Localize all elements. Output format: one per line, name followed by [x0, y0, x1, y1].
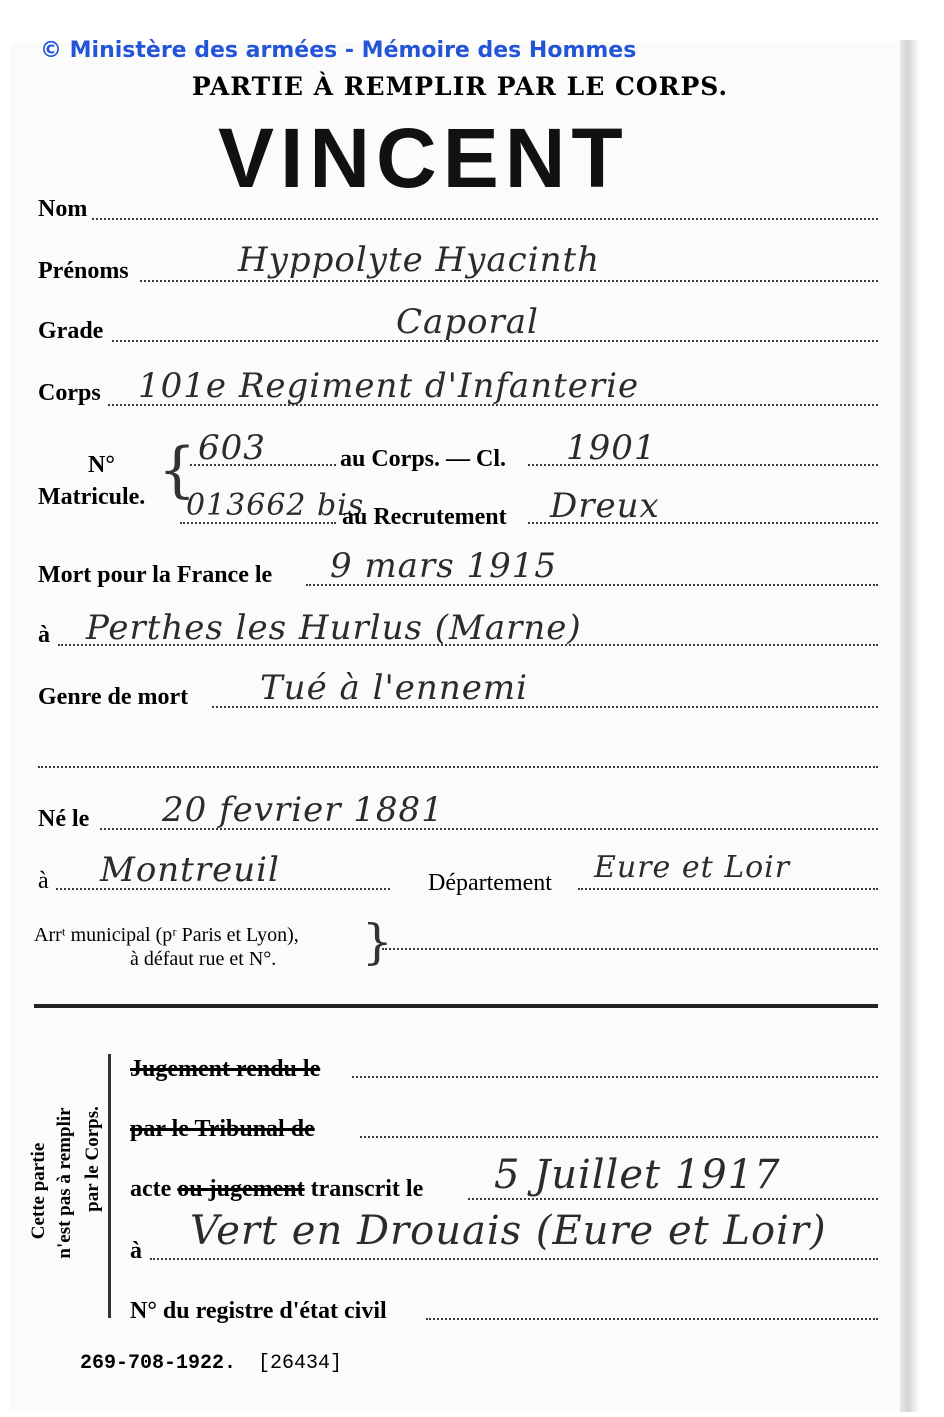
mort-label: Mort pour la France le	[38, 562, 273, 588]
acte-value: 5 Juillet 1917	[494, 1152, 781, 1198]
prenoms-value: Hyppolyte Hyacinth	[238, 240, 601, 280]
departement-label: Département	[428, 870, 552, 896]
grade-value: Caporal	[396, 302, 539, 342]
nom-line	[92, 218, 878, 220]
corps-value: 101e Regiment d'Infanterie	[138, 366, 640, 406]
mort-lieu-label: à	[38, 622, 50, 648]
page-edge	[900, 40, 920, 1412]
side-note-line-2: n'est pas à remplir	[54, 1107, 75, 1259]
ne-lieu-value: Montreuil	[100, 850, 280, 890]
section-separator	[34, 1004, 878, 1008]
form-header: PARTIE À REMPLIR PAR LE CORPS.	[191, 72, 729, 101]
acte-line	[468, 1198, 878, 1200]
genre-mort-label: Genre de mort	[38, 684, 189, 710]
genre-mort-value: Tué à l'ennemi	[260, 668, 528, 708]
side-note-line-1: Cette partie	[28, 1142, 49, 1240]
transcription-lieu-label: à	[130, 1238, 142, 1264]
recrutement-number-line	[180, 522, 336, 524]
transcription-lieu-value: Vert en Drouais (Eure et Loir)	[190, 1208, 827, 1254]
corps-label: Corps	[38, 380, 101, 406]
ne-le-label: Né le	[38, 806, 90, 832]
corps-number-value: 603	[198, 428, 266, 468]
jugement-label: Jugement rendu le	[130, 1056, 321, 1082]
recrutement-label: au Recrutement	[342, 504, 507, 530]
footer-code: 269-708-1922.	[80, 1352, 237, 1375]
classe-value: 1901	[566, 428, 657, 468]
arrondissement-line	[382, 948, 878, 950]
side-note-bracket	[108, 1054, 111, 1318]
acte-label	[130, 1176, 423, 1203]
footer-reference: [26434]	[258, 1352, 343, 1375]
acte-prefix: acte	[130, 1176, 172, 1202]
tribunal-line	[360, 1136, 878, 1138]
departement-line	[578, 888, 878, 890]
matricule-label: Matricule.	[38, 484, 146, 510]
tribunal-label: par le Tribunal de	[130, 1116, 315, 1142]
numero-label: N°	[88, 452, 115, 478]
corps-number-label: au Corps. — Cl.	[340, 446, 507, 472]
recrutement-place-value: Dreux	[550, 486, 660, 526]
nom-value: VINCENT	[218, 111, 629, 205]
genre-mort-extra-line	[38, 766, 878, 768]
recrutement-number-value: 013662 bis	[186, 488, 365, 523]
departement-value: Eure et Loir	[594, 850, 791, 885]
ne-le-value: 20 fevrier 1881	[162, 790, 444, 830]
copyright-watermark: © Ministère des armées - Mémoire des Hommes	[40, 38, 637, 63]
corps-number-line	[190, 464, 336, 466]
arrondissement-label-2: à défaut rue et N°.	[130, 948, 277, 970]
prenoms-label: Prénoms	[38, 258, 129, 284]
mort-value: 9 mars 1915	[330, 546, 557, 586]
side-note-line-3: par le Corps.	[82, 1106, 103, 1212]
nom-label: Nom	[38, 196, 88, 222]
matricule-brace: {	[158, 435, 197, 505]
arrondissement-label-1: Arrᵗ municipal (pʳ Paris et Lyon),	[34, 924, 299, 946]
acte-suffix: transcrit le	[310, 1176, 424, 1202]
ne-lieu-label: à	[38, 868, 49, 894]
registre-line	[426, 1318, 878, 1320]
acte-struck-text: ou jugement	[177, 1176, 305, 1202]
grade-label: Grade	[38, 318, 104, 344]
transcription-lieu-line	[150, 1258, 878, 1260]
registre-label: N° du registre d'état civil	[130, 1298, 387, 1324]
jugement-line	[352, 1076, 878, 1078]
arrondissement-brace: }	[362, 914, 393, 970]
prenoms-line	[140, 280, 878, 282]
mort-lieu-value: Perthes les Hurlus (Marne)	[86, 608, 582, 648]
